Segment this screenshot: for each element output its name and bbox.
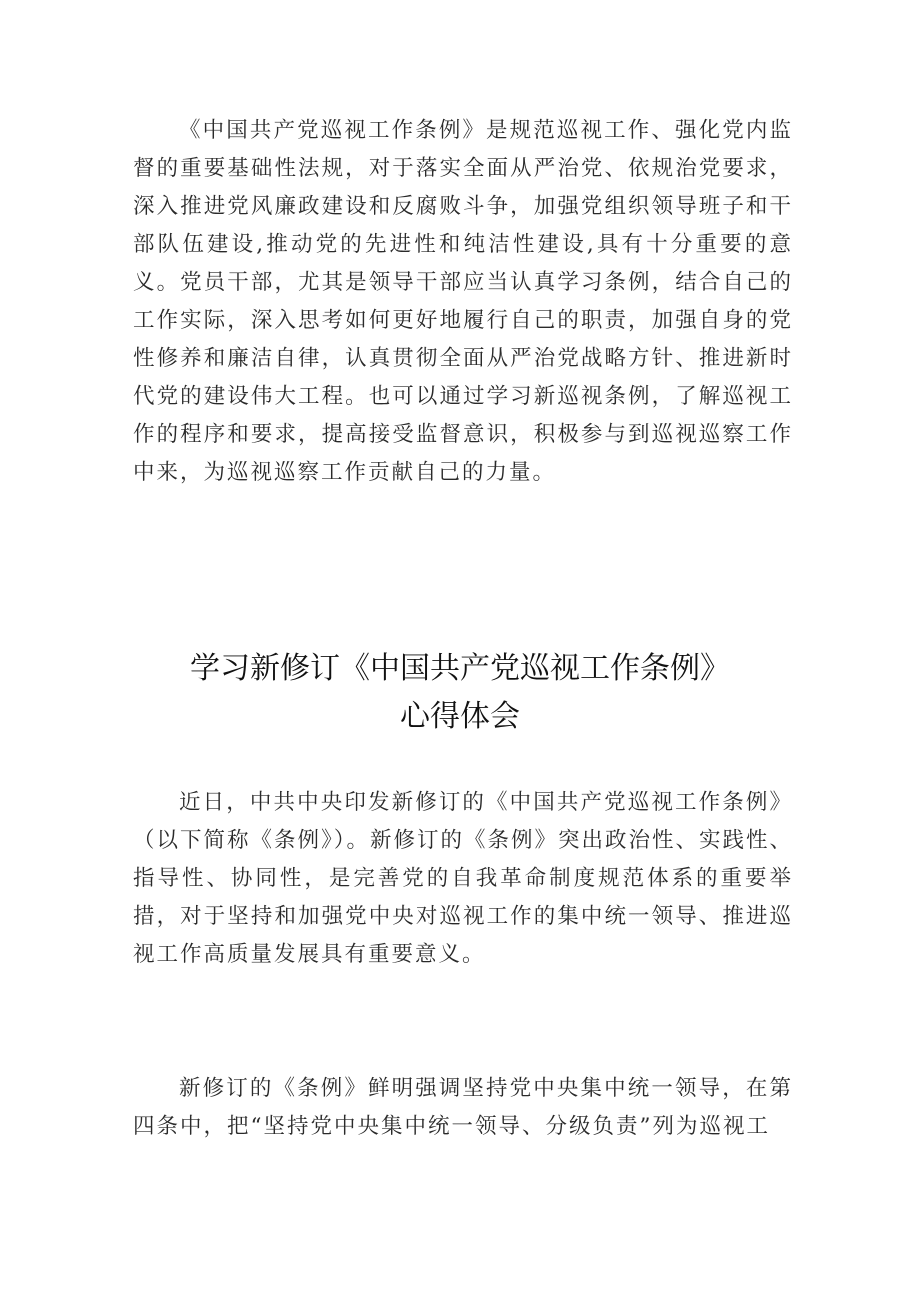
title-line: 学习新修订《中国共产党巡视工作条例》 [190,651,730,686]
article-title [100,645,820,741]
body-paragraph: 《中国共产党巡视工作条例》是规范巡视工作、强化党内监督的重要基础性法规，对于落实全面从严治党、依规治党要求，深入推进党风廉政建设和反腐败斗争，加强党组织领导班子和干部队伍建设,推动党的先进性和纯洁性建设,具有十分重要的意义。党员干部，尤其是领导干部应当认真学习条例，结合自己的工作实际，深入思考如何更好地履行自己的职责，加强自身的党性修养和廉洁自律，认真贯彻全面从严治党战略方针、推进新时代党的建设伟大工程。也可以通过学习新巡视条例，了解巡视工作的程序和要求，提高接受监督意识，积极参与到巡视巡察工作中来，为巡视巡察工作贡献自己的力量。 [133,118,793,485]
body-paragraph: 近日，中共中央印发新修订的《中国共产党巡视工作条例》（以下简称《条例》）。新修订的《条例》突出政治性、实践性、指导性、协同性，是完善党的自我革命制度规范体系的重要举措，对于坚持和加强党中央对巡视工作的集中统一领导、推进巡视工作高质量发展具有重要意义。 [133,790,794,967]
body-paragraph: 新修订的《条例》鲜明强调坚持党中央集中统一领导，在第四条中，把“坚持党中央集中统一领导、分级负责”列为巡视工 [133,1076,793,1139]
title-line: 心得体会 [400,699,520,734]
